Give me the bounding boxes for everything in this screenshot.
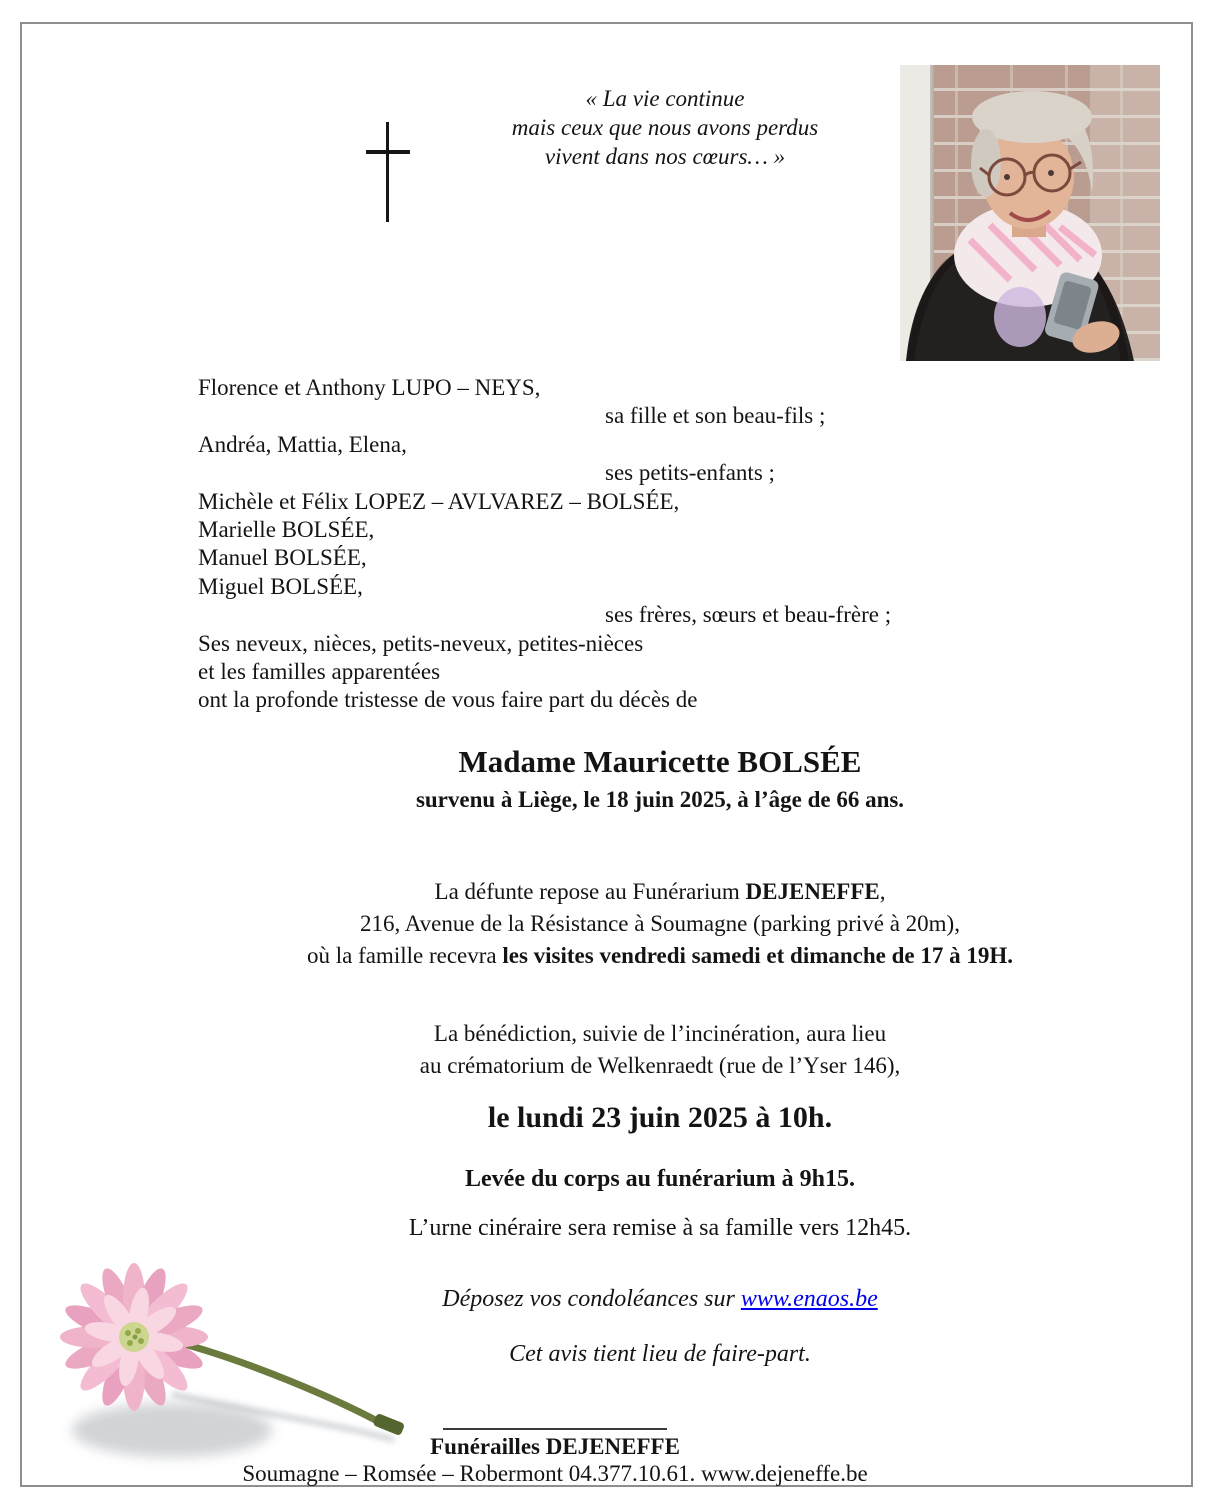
repose-address: 216, Avenue de la Résistance à Soumagne (parking privé à 20m), <box>360 911 960 936</box>
repose-text: , <box>879 879 886 904</box>
enaos-link[interactable]: www.enaos.be <box>740 1286 878 1312</box>
funeral-home-name: Funérailles DEJENEFFE <box>430 1434 680 1459</box>
footer-divider <box>443 1428 667 1430</box>
family-line: Michèle et Félix LOPEZ – AVLVAREZ – BOLSÉE, <box>198 488 680 514</box>
visits-schedule: les visites vendredi samedi et dimanche de 17 à 19H. <box>502 943 1014 968</box>
visits-line <box>170 940 1150 972</box>
funerarium-name: DEJENEFFE <box>745 879 880 904</box>
levee-du-corps-line: Levée du corps au funérarium à 9h15. <box>465 1166 855 1192</box>
funeral-home-address: Soumagne – Romsée – Robermont 04.377.10.61. www.dejeneffe.be <box>242 1461 868 1486</box>
family-line: Manuel BOLSÉE, <box>198 545 367 571</box>
family-list <box>198 374 1078 715</box>
condolences-text: Déposez vos condoléances sur <box>442 1286 741 1312</box>
visits-text: où la famille recevra <box>306 943 503 968</box>
portrait-illustration <box>900 65 1160 361</box>
family-line: Ses neveux, nièces, petits-neveux, petites-nièces <box>198 630 644 656</box>
ceremony-location: au crématorium de Welkenraedt (rue de l’Yser 146), <box>419 1053 901 1078</box>
quote-line: mais ceux que nous avons perdus <box>511 115 819 140</box>
quote-line: vivent dans nos cœurs… » <box>544 144 786 169</box>
death-details: survenu à Liège, le 18 juin 2025, à l’âge de 66 ans. <box>415 787 905 812</box>
footer <box>20 1428 1090 1488</box>
family-line: Miguel BOLSÉE, <box>198 573 363 599</box>
relation-line: sa fille et son beau-fils ; <box>605 403 826 429</box>
quote-line: « La vie continue <box>585 86 745 111</box>
relation-line: ses petits-enfants ; <box>605 460 775 486</box>
repose-text: La défunte repose au Funérarium <box>434 879 746 904</box>
ceremony-date: le lundi 23 juin 2025 à 10h. <box>487 1101 833 1134</box>
family-line: et les familles apparentées <box>198 659 441 685</box>
notice-line: Cet avis tient lieu de faire-part. <box>509 1341 811 1367</box>
repose-line <box>170 876 1150 908</box>
family-line: Andréa, Mattia, Elena, <box>198 431 407 457</box>
repose-section <box>170 876 1150 972</box>
ceremony-line: La bénédiction, suivie de l’incinération, aura lieu <box>433 1021 887 1046</box>
relation-line: ses frères, sœurs et beau-frère ; <box>605 602 892 628</box>
ceremony-section <box>170 1018 1150 1082</box>
family-line: Marielle BOLSÉE, <box>198 517 375 543</box>
urne-line: L’urne cinéraire sera remise à sa famille vers 12h45. <box>408 1215 912 1241</box>
family-line: ont la profonde tristesse de vous faire part du décès de <box>198 687 698 713</box>
portrait-photo <box>900 65 1160 361</box>
family-line: Florence et Anthony LUPO – NEYS, <box>198 375 541 400</box>
deceased-name: Madame Mauricette BOLSÉE <box>458 744 862 779</box>
